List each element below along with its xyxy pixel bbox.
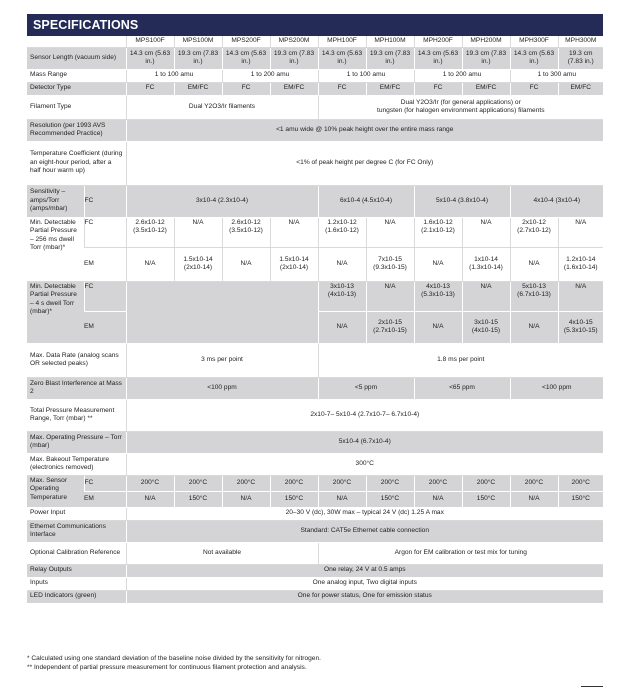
row-sublabel: FC <box>84 281 126 311</box>
table-cell: 5x10-4 (6.7x10-4) <box>126 431 603 453</box>
table-cell: One for power status, One for emission status <box>126 590 603 603</box>
table-cell: N/A <box>414 311 462 343</box>
max-sensor-temp-fc-row <box>27 475 603 491</box>
row-label: Detector Type <box>27 82 126 95</box>
filament-line: tungsten (for halogen environment applications) filaments <box>376 107 545 115</box>
footer-rule <box>581 686 603 687</box>
table-cell: N/A <box>222 491 270 507</box>
table-cell: <1 amu wide @ 10% peak height over the entire mass range <box>126 119 603 141</box>
footnote: * Calculated using one standard deviation of the baseline noise divided by the sensitivity for nitrogen. <box>27 655 321 662</box>
table-cell: <100 ppm <box>510 377 603 399</box>
table-cell: 14.3 cm (5.63 in.) <box>126 47 174 69</box>
model-header: MPH300M <box>558 36 603 47</box>
total-pressure-row <box>27 399 603 431</box>
table-cell: EM/FC <box>366 82 414 95</box>
table-cell: EM/FC <box>462 82 510 95</box>
table-cell: 14.3 cm (5.63 in.) <box>222 47 270 69</box>
table-cell: N/A <box>126 491 174 507</box>
row-label: Inputs <box>27 577 126 590</box>
ethernet-row <box>27 520 603 542</box>
table-cell: EM/FC <box>270 82 318 95</box>
table-cell: N/A <box>318 247 366 281</box>
table-cell: FC <box>222 82 270 95</box>
led-indicators-row <box>27 590 603 603</box>
table-cell: 200°C <box>510 475 558 491</box>
table-cell: 2x10-12 (2.7x10-12) <box>510 217 558 247</box>
optional-calibration-row <box>27 542 603 564</box>
table-cell: 300°C <box>126 453 603 475</box>
row-label: Power Input <box>27 507 126 520</box>
table-cell: 6x10-4 (4.5x10-4) <box>318 185 414 217</box>
table-cell: N/A <box>558 217 603 247</box>
table-cell: 200°C <box>558 475 603 491</box>
table-cell: 5x10-13 (6.7x10-13) <box>510 281 558 311</box>
model-header: MPS200F <box>222 36 270 47</box>
row-sublabel: FC <box>84 217 126 247</box>
table-cell: 200°C <box>414 475 462 491</box>
row-label: Relay Outputs <box>27 564 126 577</box>
row-sublabel: EM <box>84 311 126 343</box>
table-cell: 200°C <box>462 475 510 491</box>
table-cell: 5x10-4 (3.8x10-4) <box>414 185 510 217</box>
power-input-row <box>27 507 603 520</box>
table-cell: 150°C <box>558 491 603 507</box>
zero-blast-row <box>27 377 603 399</box>
table-cell: FC <box>510 82 558 95</box>
table-cell: 14.3 cm (5.63 in.) <box>414 47 462 69</box>
table-cell: 19.3 cm (7.83 in.) <box>558 47 603 69</box>
table-cell: N/A <box>510 491 558 507</box>
table-cell: N/A <box>414 247 462 281</box>
table-cell: N/A <box>270 217 318 247</box>
row-sublabel: EM <box>84 491 126 507</box>
blank-cell <box>126 281 318 343</box>
max-operating-pressure-row <box>27 431 603 453</box>
table-cell: 3x10-13 (4x10-13) <box>318 281 366 311</box>
table-cell: FC <box>318 82 366 95</box>
table-cell: FC <box>126 82 174 95</box>
table-cell <box>318 95 603 119</box>
model-header: MPS200M <box>270 36 318 47</box>
row-label: LED Indicators (green) <box>27 590 126 603</box>
table-cell: 1.5x10-14 (2x10-14) <box>270 247 318 281</box>
row-label: Min. Detectable Partial Pressure – 256 ms dwell Torr (mbar)* <box>27 217 84 281</box>
row-label: Max. Sensor Operating Temperature <box>27 475 84 507</box>
row-sublabel: FC <box>84 475 126 491</box>
relay-outputs-row <box>27 564 603 577</box>
row-label: Resolution (per 1993 AVS Recommended Practice) <box>27 119 126 141</box>
table-cell: 19.3 cm (7.83 in.) <box>462 47 510 69</box>
row-label: Zero Blast Interference at Mass 2 <box>27 377 126 399</box>
table-cell: 20–30 V (dc), 30W max – typical 24 V (dc) 1.25 A max <box>126 507 603 520</box>
table-cell: Argon for EM calibration or test mix for tuning <box>318 542 603 564</box>
table-cell: 3x10-4 (2.3x10-4) <box>126 185 318 217</box>
table-cell: 19.3 cm (7.83 in.) <box>366 47 414 69</box>
table-cell: 2x10-15 (2.7x10-15) <box>366 311 414 343</box>
row-label: Total Pressure Measurement Range, Torr (mbar) ** <box>27 399 126 431</box>
row-label: Ethernet Communications Interface <box>27 520 126 542</box>
table-cell: 1 to 200 amu <box>414 69 510 82</box>
model-header: MPH100F <box>318 36 366 47</box>
mdpp-256-fc-row <box>27 217 603 247</box>
table-cell: N/A <box>366 217 414 247</box>
model-header: MPH200M <box>462 36 510 47</box>
row-label: Sensitivity – amps/Torr (amps/mbar) <box>27 185 84 217</box>
sensitivity-row <box>27 185 603 217</box>
table-cell: One analog input, Two digital inputs <box>126 577 603 590</box>
table-cell: 3x10-15 (4x10-15) <box>462 311 510 343</box>
table-cell: 4x10-4 (3x10-4) <box>510 185 603 217</box>
table-cell: N/A <box>462 217 510 247</box>
row-label: Max. Bakeout Temperature (electronics removed) <box>27 453 126 475</box>
table-cell: Standard: CAT5e Ethernet cable connection <box>126 520 603 542</box>
table-cell: 150°C <box>270 491 318 507</box>
model-header: MPS100F <box>126 36 174 47</box>
inputs-row <box>27 577 603 590</box>
table-cell: 4x10-15 (5.3x10-15) <box>558 311 603 343</box>
table-cell: N/A <box>318 491 366 507</box>
table-cell: 7x10-15 (9.3x10-15) <box>366 247 414 281</box>
footnotes <box>27 654 321 672</box>
table-cell: 3 ms per point <box>126 343 318 377</box>
table-cell: FC <box>414 82 462 95</box>
model-header-row <box>27 36 603 47</box>
table-cell: 19.3 cm (7.83 in.) <box>174 47 222 69</box>
row-label: Min. Detectable Partial Pressure – 4 s dwell Torr (mbar)* <box>27 281 84 343</box>
table-cell: EM/FC <box>558 82 603 95</box>
model-header: MPH300F <box>510 36 558 47</box>
table-cell: N/A <box>510 247 558 281</box>
row-label: Mass Range <box>27 69 126 82</box>
row-label: Filament Type <box>27 95 126 119</box>
model-header: MPH200F <box>414 36 462 47</box>
table-cell: N/A <box>414 491 462 507</box>
row-label: Sensor Length (vacuum side) <box>27 47 126 69</box>
table-cell: N/A <box>510 311 558 343</box>
filament-line: Dual Y2O3/Ir (for general applications) or <box>400 98 521 106</box>
table-cell: 200°C <box>174 475 222 491</box>
table-cell: 200°C <box>222 475 270 491</box>
table-cell: 2x10-7– 5x10-4 (2.7x10-7– 6.7x10-4) <box>126 399 603 431</box>
row-label: Max. Data Rate (analog scans OR selected peaks) <box>27 343 126 377</box>
footnote: ** Independent of partial pressure measurement for continuous filament protection and analysis. <box>27 664 307 671</box>
model-header: MPH100M <box>366 36 414 47</box>
row-label: Temperature Coefficient (during an eight-hour period, after a half hour warm up) <box>27 141 126 185</box>
table-cell: 1 to 200 amu <box>222 69 318 82</box>
table-cell: 1.2x10-12 (1.6x10-12) <box>318 217 366 247</box>
row-sublabel: FC <box>84 185 126 217</box>
table-cell: 200°C <box>366 475 414 491</box>
table-cell: 1 to 100 amu <box>318 69 414 82</box>
model-header: MPS100M <box>174 36 222 47</box>
detector-type-row <box>27 82 603 95</box>
table-cell: 19.3 cm (7.83 in.) <box>270 47 318 69</box>
table-cell: N/A <box>222 247 270 281</box>
table-cell: N/A <box>366 281 414 311</box>
table-cell: 1.2x10-14 (1.6x10-14) <box>558 247 603 281</box>
sensor-length-row <box>27 47 603 69</box>
table-cell: 1x10-14 (1.3x10-14) <box>462 247 510 281</box>
table-cell: 1 to 300 amu <box>510 69 603 82</box>
max-data-rate-row <box>27 343 603 377</box>
table-cell: 1.8 ms per point <box>318 343 603 377</box>
table-cell: N/A <box>126 247 174 281</box>
row-label: Optional Calibration Reference <box>27 542 126 564</box>
table-cell: Not available <box>126 542 318 564</box>
max-bakeout-row <box>27 453 603 475</box>
table-cell: <100 ppm <box>126 377 318 399</box>
table-cell: 150°C <box>462 491 510 507</box>
max-sensor-temp-em-row <box>27 491 603 507</box>
row-label: Max. Operating Pressure – Torr (mbar) <box>27 431 126 453</box>
table-cell: 1.5x10-14 (2x10-14) <box>174 247 222 281</box>
table-cell: 2.6x10-12 (3.5x10-12) <box>222 217 270 247</box>
table-cell: One relay, 24 V at 0.5 amps <box>126 564 603 577</box>
table-cell: N/A <box>174 217 222 247</box>
table-cell: <5 ppm <box>318 377 414 399</box>
table-cell: N/A <box>462 281 510 311</box>
page-title: SPECIFICATIONS <box>33 18 139 32</box>
header-blank-cell <box>27 36 126 47</box>
row-sublabel: EM <box>84 247 126 281</box>
table-cell: Dual Y2O3/Ir filaments <box>126 95 318 119</box>
table-cell: N/A <box>558 281 603 311</box>
table-cell: N/A <box>318 311 366 343</box>
table-cell: 150°C <box>174 491 222 507</box>
table-cell: 2.6x10-12 (3.5x10-12) <box>126 217 174 247</box>
table-cell: 4x10-13 (5.3x10-13) <box>414 281 462 311</box>
specifications-table <box>27 36 603 604</box>
mass-range-row <box>27 69 603 82</box>
mdpp-256-em-row <box>27 247 603 281</box>
table-cell: 14.3 cm (5.63 in.) <box>510 47 558 69</box>
table-cell: 200°C <box>270 475 318 491</box>
resolution-row <box>27 119 603 141</box>
temp-coefficient-row <box>27 141 603 185</box>
mdpp-4s-fc-row <box>27 281 603 311</box>
table-cell: <65 ppm <box>414 377 510 399</box>
table-cell: 14.3 cm (5.63 in.) <box>318 47 366 69</box>
table-cell: EM/FC <box>174 82 222 95</box>
table-cell: 1 to 100 amu <box>126 69 222 82</box>
filament-type-row <box>27 95 603 119</box>
table-cell: 200°C <box>318 475 366 491</box>
table-cell: <1% of peak height per degree C (for FC Only) <box>126 141 603 185</box>
table-cell: 150°C <box>366 491 414 507</box>
table-cell: 200°C <box>126 475 174 491</box>
table-cell: 1.6x10-12 (2.1x10-12) <box>414 217 462 247</box>
header-bar <box>27 14 603 36</box>
